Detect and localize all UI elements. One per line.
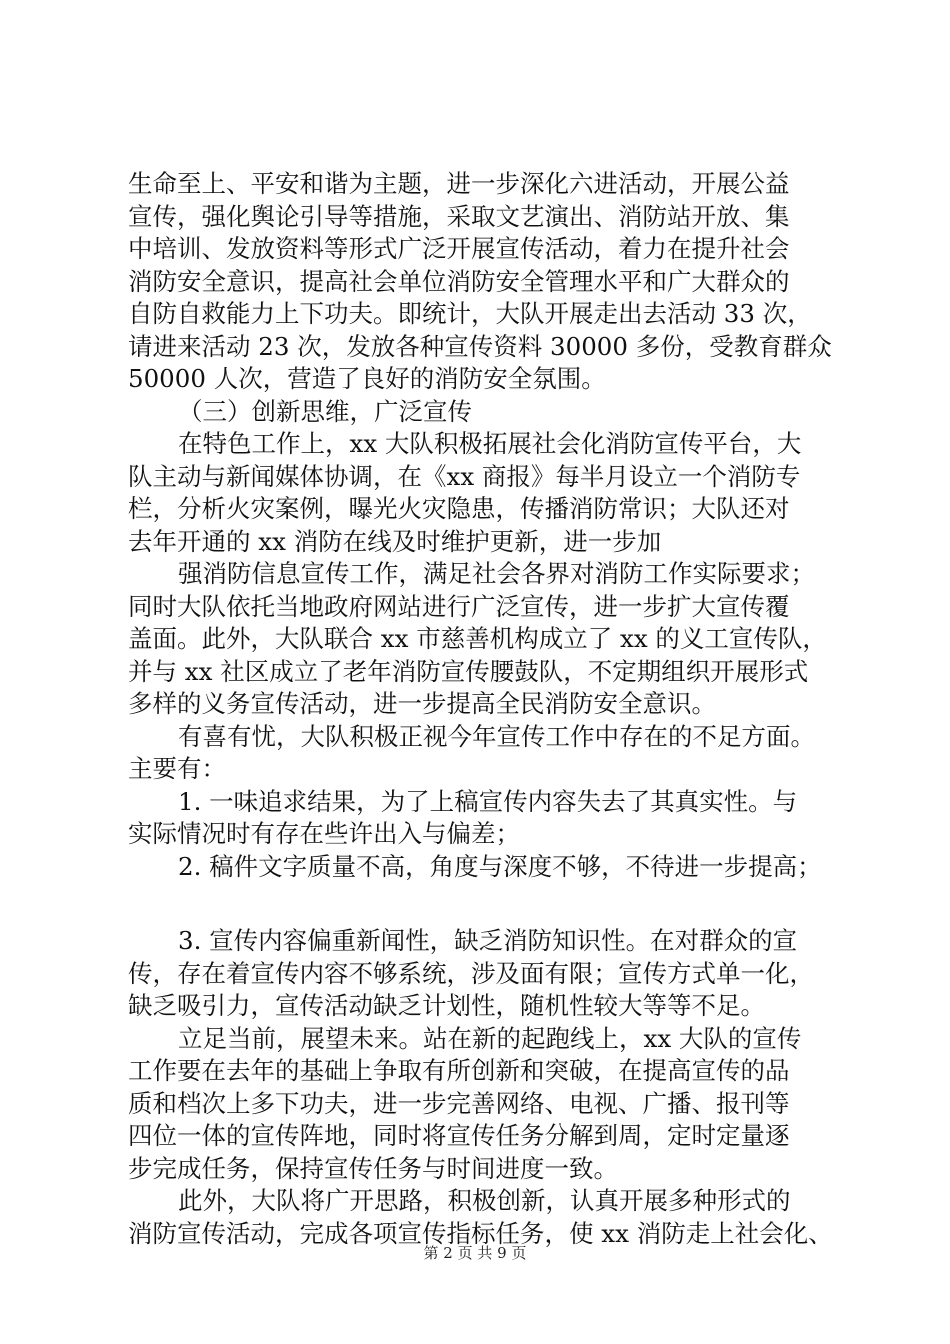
text-line: 此外，大队将广开思路，积极创新，认真开展多种形式的 — [178, 1186, 791, 1215]
text-line: 请进来活动 23 次，发放各种宣传资料 30000 多份，受教育群众 — [128, 331, 832, 361]
text-line: 实际情况时有存在些许出入与偏差； — [128, 819, 520, 848]
text-line: 生命至上、平安和谐为主题，进一步深化六进活动，开展公益 — [128, 169, 790, 198]
page-footer: 第 2 页 共 9 页 — [423, 1244, 527, 1262]
text-line: 工作要在去年的基础上争取有所创新和突破，在提高宣传的品 — [128, 1056, 790, 1085]
text-line: 队主动与新闻媒体协调，在《xx 商报》每半月设立一个消防专 — [128, 461, 801, 491]
text-line: 多样的义务宣传活动，进一步提高全民消防安全意识。 — [128, 689, 716, 718]
text-line: 自防自救能力上下功夫。即统计，大队开展走出去活动 33 次， — [128, 299, 812, 328]
section-heading: （三）创新思维，广泛宣传 — [178, 396, 472, 426]
list-item: 1. 一味追求结果，为了上稿宣传内容失去了其真实性。与 — [178, 786, 798, 816]
text-line: 四位一体的宣传阵地，同时将宣传任务分解到周，定时定量逐 — [128, 1121, 790, 1150]
text-line: 立足当前，展望未来。站在新的起跑线上，xx 大队的宣传 — [178, 1023, 802, 1053]
text-line: 同时大队依托当地政府网站进行广泛宣传，进一步扩大宣传覆 — [128, 591, 790, 621]
text-line: 并与 xx 社区成立了老年消防宣传腰鼓队，不定期组织开展形式 — [128, 656, 809, 686]
text-line: 中培训、发放资料等形式广泛开展宣传活动，着力在提升社会 — [128, 234, 790, 263]
text-line: 在特色工作上，xx 大队积极拓展社会化消防宣传平台，大 — [178, 429, 802, 458]
text-line: 栏，分析火灾案例，曝光火灾隐患，传播消防常识；大队还对 — [128, 494, 790, 523]
text-line: 传，存在着宣传内容不够系统，涉及面有限；宣传方式单一化， — [128, 958, 814, 988]
text-line: 有喜有忧，大队积极正视今年宣传工作中存在的不足方面。 — [178, 721, 815, 751]
body-text — [128, 168, 833, 1250]
text-line: 盖面。此外，大队联合 xx 市慈善机构成立了 xx 的义工宣传队， — [128, 624, 827, 653]
text-line: 主要有： — [128, 754, 226, 783]
text-line: 50000 人次，营造了良好的消防安全氛围。 — [128, 364, 606, 393]
text-line: 消防宣传活动，完成各项宣传指标任务，使 xx 消防走上社会化、 — [128, 1218, 833, 1248]
text-line: 强消防信息宣传工作，满足社会各界对消防工作实际要求； — [178, 559, 815, 588]
blank-gap — [128, 883, 828, 925]
list-item: 2. 稿件文字质量不高，角度与深度不够，不待进一步提高； — [178, 851, 822, 881]
text-line: 质和档次上多下功夫，进一步完善网络、电视、广播、报刊等 — [128, 1088, 790, 1118]
text-line: 消防安全意识，提高社会单位消防安全管理水平和广大群众的 — [128, 266, 790, 296]
text-line: 去年开通的 xx 消防在线及时维护更新，进一步加 — [128, 526, 662, 556]
list-item: 3. 宣传内容偏重新闻性，缺乏消防知识性。在对群众的宣 — [178, 926, 798, 955]
text-line: 缺乏吸引力，宣传活动缺乏计划性，随机性较大等等不足。 — [128, 991, 765, 1020]
text-line: 步完成任务，保持宣传任务与时间进度一致。 — [128, 1153, 618, 1183]
text-line: 宣传，强化舆论引导等措施，采取文艺演出、消防站开放、集 — [128, 201, 790, 231]
